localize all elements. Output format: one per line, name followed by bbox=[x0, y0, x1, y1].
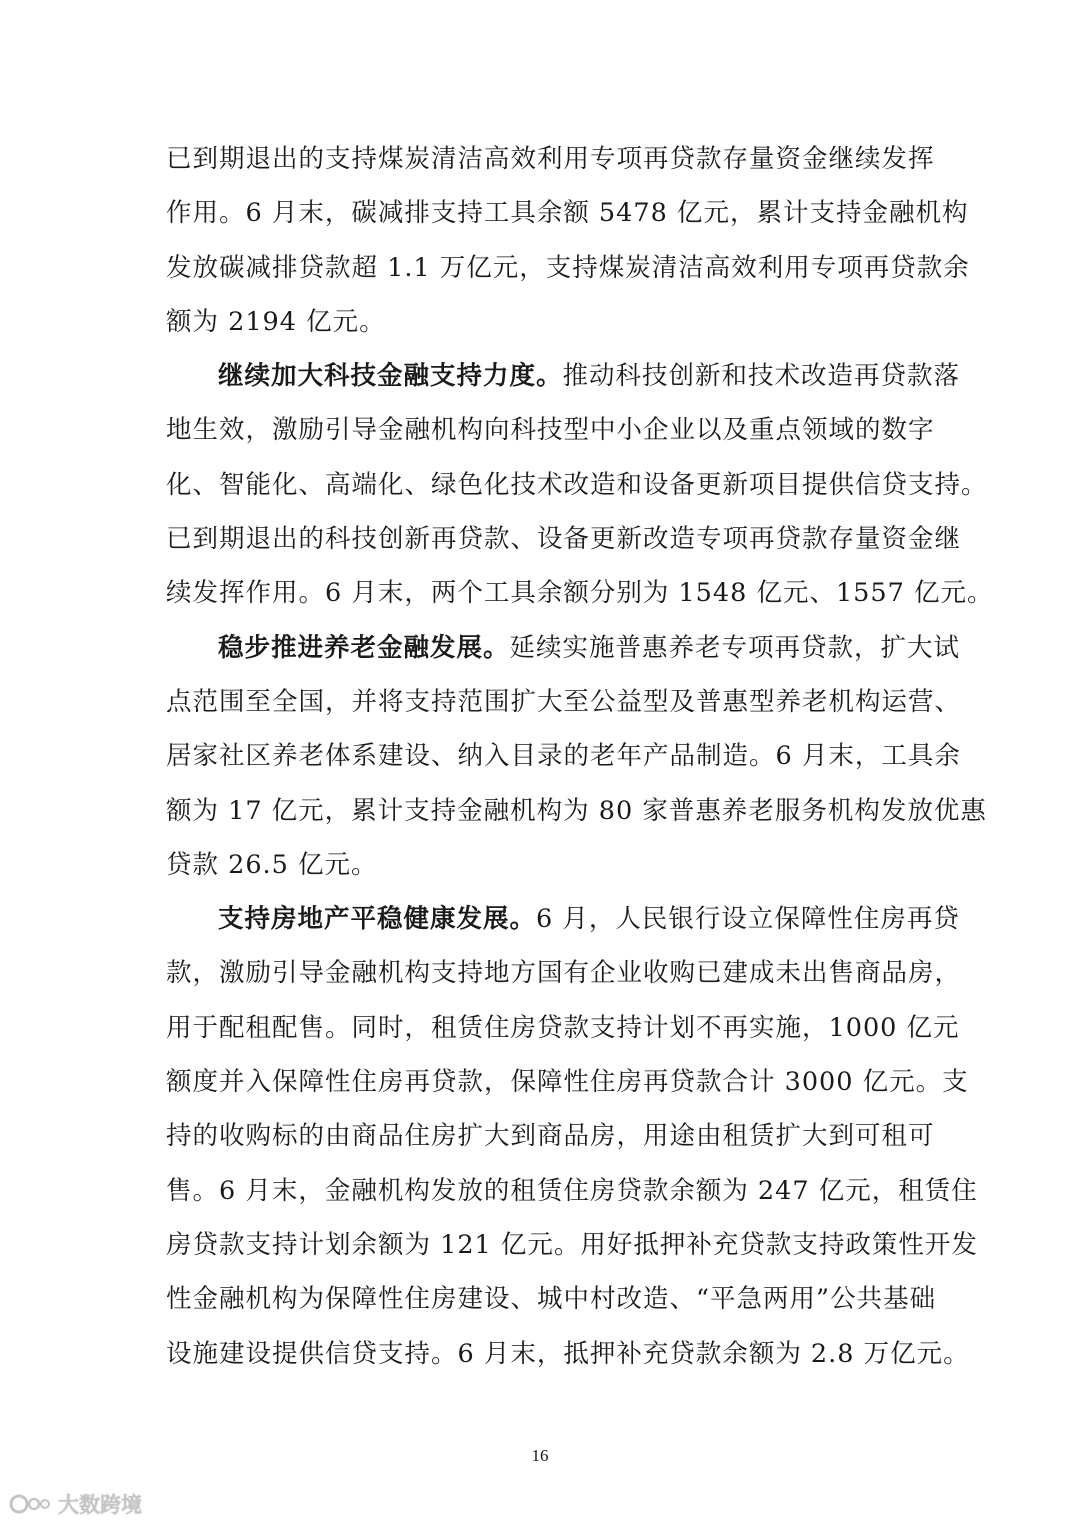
text-line: 推动科技创新和技术改造再贷款落 bbox=[562, 361, 961, 392]
text-line: 性金融机构为保障性住房建设、城中村改造、“平急两用”公共基础 bbox=[166, 1284, 937, 1315]
text-line: 化、智能化、高端化、绿色化技术改造和设备更新项目提供信贷支持。 bbox=[166, 469, 988, 500]
text-line: 已到期退出的科技创新再贷款、设备更新改造专项再贷款存量资金继 bbox=[166, 524, 962, 555]
text-line: 居家社区养老体系建设、纳入目录的老年产品制造。6 月末，工具余 bbox=[166, 741, 961, 772]
paragraph-heading: 支持房地产平稳健康发展。 bbox=[218, 904, 537, 935]
paragraph-heading: 继续加大科技金融支持力度。 bbox=[218, 361, 563, 392]
text-line: 续发挥作用。6 月末，两个工具余额分别为 1548 亿元、1557 亿元。 bbox=[166, 578, 994, 609]
text-line: 贷款 26.5 亿元。 bbox=[166, 849, 378, 880]
watermark-text: 大数跨境 bbox=[58, 1493, 142, 1517]
text-line: 发放碳减排贷款超 1.1 万亿元，支持煤炭清洁高效利用专项再贷款余 bbox=[166, 252, 970, 283]
text-line: 持的收购标的由商品住房扩大到商品房，用途由租赁扩大到可租可 bbox=[166, 1121, 935, 1152]
watermark bbox=[8, 1491, 142, 1517]
brand-logo-icon bbox=[8, 1493, 52, 1515]
text-line: 设施建设提供信贷支持。6 月末，抵押补充贷款余额为 2.8 万亿元。 bbox=[166, 1338, 970, 1369]
text-line: 款，激励引导金融机构支持地方国有企业收购已建成未出售商品房， bbox=[166, 958, 962, 989]
page-number: 16 bbox=[531, 1446, 549, 1465]
text-line: 已到期退出的支持煤炭清洁高效利用专项再贷款存量资金继续发挥 bbox=[166, 144, 935, 174]
text-line: 延续实施普惠养老专项再贷款，扩大试 bbox=[509, 632, 961, 663]
text-line: 售。6 月末，金融机构发放的租赁住房贷款余额为 247 亿元，租赁住 bbox=[166, 1175, 978, 1206]
text-line: 额为 17 亿元，累计支持金融机构为 80 家普惠养老服务机构发放优惠 bbox=[166, 795, 987, 826]
text-line: 用于配租配售。同时，租赁住房贷款支持计划不再实施，1000 亿元 bbox=[166, 1012, 960, 1043]
text-line: 6 月，人民银行设立保障性住房再贷 bbox=[536, 904, 960, 935]
text-line: 点范围至全国，并将支持范围扩大至公益型及普惠型养老机构运营、 bbox=[166, 686, 962, 717]
text-line: 作用。6 月末，碳减排支持工具余额 5478 亿元，累计支持金融机构 bbox=[166, 198, 969, 229]
paragraph-heading: 稳步推进养老金融发展。 bbox=[218, 632, 510, 663]
text-line: 额度并入保障性住房再贷款，保障性住房再贷款合计 3000 亿元。支 bbox=[166, 1067, 969, 1098]
text-line: 地生效，激励引导金融机构向科技型中小企业以及重点领域的数字 bbox=[166, 415, 935, 446]
paragraph-first-line bbox=[166, 621, 961, 675]
document-body bbox=[166, 132, 994, 1381]
text-line: 额为 2194 亿元。 bbox=[166, 306, 386, 337]
text-line: 房贷款支持计划余额为 121 亿元。用好抵押补充贷款支持政策性开发 bbox=[166, 1229, 978, 1260]
paragraph-first-line bbox=[166, 892, 960, 946]
paragraph-first-line bbox=[166, 349, 961, 403]
